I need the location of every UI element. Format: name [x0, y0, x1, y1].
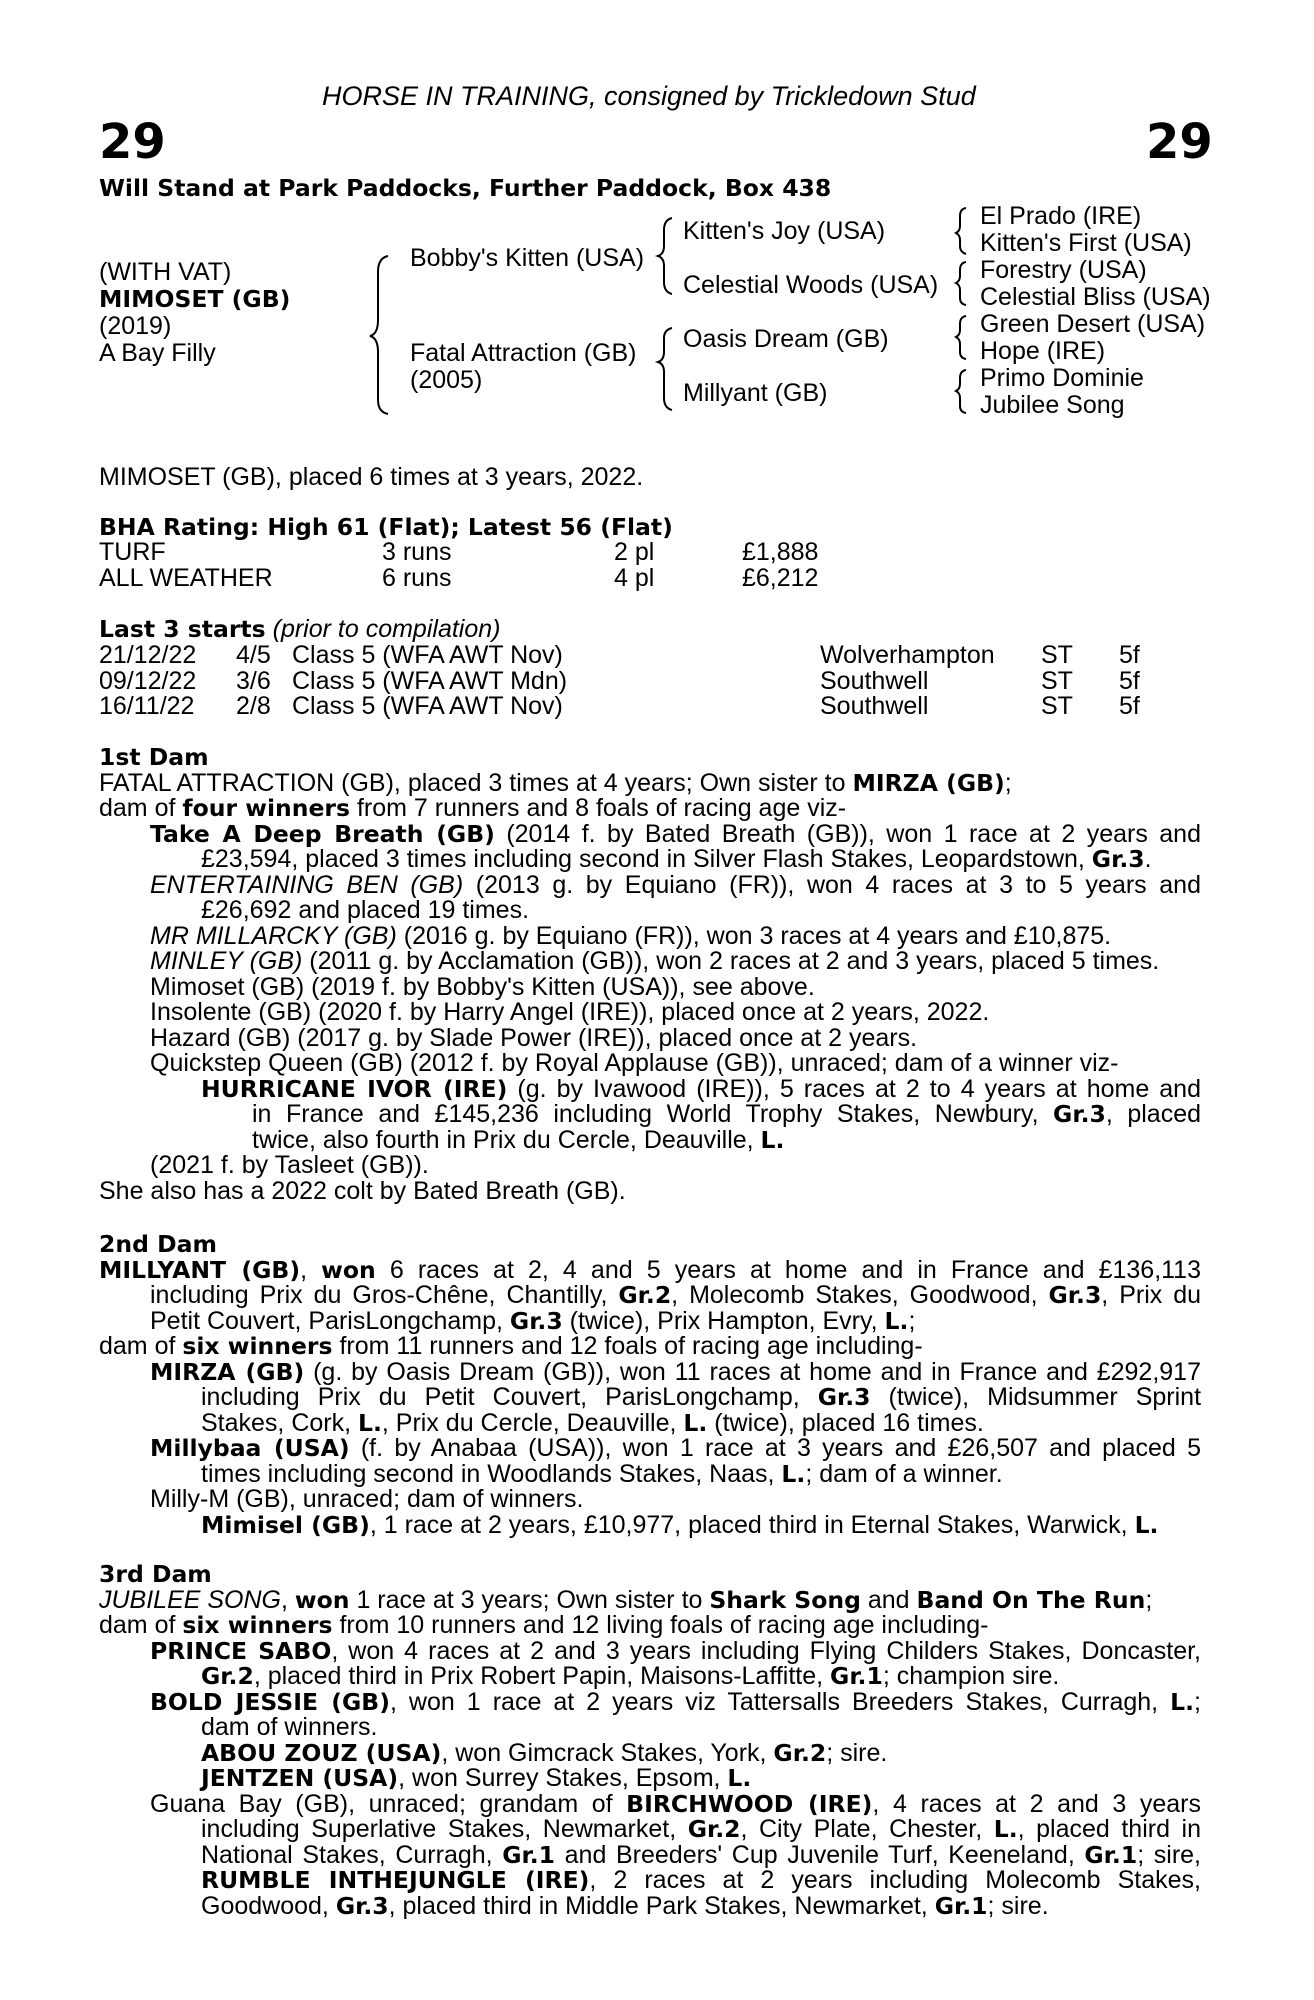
ped-dss: Green Desert (USA) — [980, 310, 1206, 338]
progeny-line: PRINCE SABO, won 4 races at 2 and 3 years including Flying Childers Stakes, Doncaster, — [150, 1638, 1201, 1664]
start-race: Class 5 (WFA AWT Nov) — [292, 641, 563, 669]
sire-sire: Kitten's Joy (USA) — [683, 217, 886, 245]
progeny-line: £23,594, placed 3 times including second in Silver Flash Stakes, Leopardstown, Gr.3. — [201, 845, 1152, 873]
start-date: 21/12/22 — [99, 641, 197, 669]
progeny-line: dam of winners. — [201, 1713, 378, 1741]
bha-rating-heading: BHA Rating: High 61 (Flat); Latest 56 (Flat) — [99, 513, 673, 541]
dam-line: dam of six winners from 11 runners and 12 foals of racing age including- — [99, 1332, 923, 1360]
rating-runs: 3 runs — [382, 538, 452, 566]
progeny-line: including Superlative Stakes, Newmarket, Gr.2, City Plate, Chester, L., placed third in — [201, 1817, 1201, 1843]
dam-line: MILLYANT (GB), won 6 races at 2, 4 and 5 years at home and in France and £136,113 — [99, 1257, 1201, 1283]
progeny-line: Milly-M (GB), unraced; dam of winners. — [150, 1485, 584, 1513]
progeny-line: Gr.2, placed third in Prix Robert Papin, Maisons-Laffitte, Gr.1; champion sire. — [201, 1662, 1060, 1690]
progeny-line: JENTZEN (USA), won Surrey Stakes, Epsom, L. — [201, 1764, 752, 1792]
progeny-line: Take A Deep Breath (GB) (2014 f. by Bated Breath (GB)), won 1 race at 2 years and — [150, 821, 1201, 847]
progeny-line: ABOU ZOUZ (USA), won Gimcrack Stakes, York, Gr.2; sire. — [201, 1738, 888, 1767]
rating-surface: TURF — [99, 538, 166, 566]
progeny-line: in France and £145,236 including World Trophy Stakes, Newbury, Gr.3, placed — [252, 1102, 1201, 1128]
progeny-line: MR MILLARCKY (GB) (2016 g. by Equiano (FR)), won 3 races at 4 years and £10,875. — [150, 921, 1112, 950]
rating-placed: 4 pl — [614, 564, 655, 592]
progeny-line: HURRICANE IVOR (IRE) (g. by Ivawood (IRE)), 5 races at 2 to 4 years at home and — [201, 1076, 1201, 1102]
start-going: ST — [1041, 641, 1073, 669]
progeny-line: BOLD JESSIE (GB), won 1 race at 2 years viz Tattersalls Breeders Stakes, Curragh, L.; — [150, 1689, 1201, 1715]
section-heading: 1st Dam — [99, 743, 209, 771]
horse-name: MIMOSET (GB) — [99, 285, 291, 313]
progeny-line: Millybaa (USA) (f. by Anabaa (USA)), won 1 race at 3 years and £26,507 and placed 5 — [150, 1436, 1201, 1462]
horse-summary: MIMOSET (GB), placed 6 times at 3 years, 2022. — [99, 463, 644, 491]
section-heading: 2nd Dam — [99, 1230, 217, 1258]
start-distance: 5f — [1119, 692, 1140, 720]
progeny-line: £26,692 and placed 19 times. — [201, 896, 530, 924]
progeny-line: MIRZA (GB) (g. by Oasis Dream (GB)), won 11 races at home and in France and £292,917 — [150, 1359, 1201, 1385]
progeny-line: including Prix du Petit Couvert, ParisLongchamp, Gr.3 (twice), Midsummer Sprint — [201, 1385, 1201, 1411]
dam-dam: Millyant (GB) — [683, 379, 828, 407]
ped-sss: El Prado (IRE) — [980, 202, 1142, 230]
rating-runs: 6 runs — [382, 564, 452, 592]
sire-dam: Celestial Woods (USA) — [683, 271, 939, 299]
progeny-line: Guana Bay (GB), unraced; grandam of BIRCHWOOD (IRE), 4 races at 2 and 3 years — [150, 1791, 1201, 1817]
page-header-title: HORSE IN TRAINING, consigned by Trickledown Stud — [322, 81, 976, 111]
dam-year: (2005) — [410, 366, 483, 394]
third-dam-section — [99, 1562, 1201, 1919]
lot-number-left: 29 — [99, 114, 166, 170]
vat-note: (WITH VAT) — [99, 258, 232, 286]
horse-description: A Bay Filly — [99, 339, 216, 367]
dam-line: dam of six winners from 10 runners and 12 living foals of racing age including- — [99, 1611, 989, 1639]
dam-line: FATAL ATTRACTION (GB), placed 3 times at 4 years; Own sister to MIRZA (GB); — [99, 768, 1012, 797]
progeny-line: Stakes, Cork, L., Prix du Cercle, Deauville, L. (twice), placed 16 times. — [201, 1408, 984, 1437]
sire-name: Bobby's Kitten (USA) — [410, 244, 645, 272]
start-course: Wolverhampton — [820, 641, 995, 669]
start-position: 4/5 — [236, 641, 271, 669]
progeny-line: (2021 f. by Tasleet (GB)). — [150, 1151, 429, 1179]
start-distance: 5f — [1119, 641, 1140, 669]
ped-sds: Forestry (USA) — [980, 256, 1147, 284]
progeny-line: ENTERTAINING BEN (GB) (2013 g. by Equiano (FR)), won 4 races at 3 to 5 years and — [150, 872, 1201, 898]
start-course: Southwell — [820, 667, 929, 695]
progeny-line: Quickstep Queen (GB) (2012 f. by Royal Applause (GB)), unraced; dam of a winner viz- — [150, 1049, 1119, 1077]
progeny-line: Hazard (GB) (2017 g. by Slade Power (IRE)), placed once at 2 years. — [150, 1023, 918, 1052]
start-distance: 5f — [1119, 667, 1140, 695]
dam-line: dam of four winners from 7 runners and 8 foals of racing age viz- — [99, 794, 847, 822]
progeny-line: twice, also fourth in Prix du Cercle, Deauville, L. — [252, 1125, 785, 1154]
progeny-line: RUMBLE INTHEJUNGLE (IRE), 2 races at 2 years including Molecomb Stakes, — [201, 1868, 1201, 1894]
rating-surface: ALL WEATHER — [99, 564, 273, 592]
start-date: 09/12/22 — [99, 667, 197, 695]
progeny-line: Goodwood, Gr.3, placed third in Middle Park Stakes, Newmarket, Gr.1; sire. — [201, 1891, 1049, 1920]
start-position: 2/8 — [236, 692, 271, 720]
ped-dsd: Hope (IRE) — [980, 337, 1106, 365]
start-going: ST — [1041, 667, 1073, 695]
progeny-line: MINLEY (GB) (2011 g. by Acclamation (GB)), won 2 races at 2 and 3 years, placed 5 times. — [150, 947, 1160, 975]
start-date: 16/11/22 — [99, 692, 195, 720]
start-race: Class 5 (WFA AWT Nov) — [292, 692, 563, 720]
progeny-line: National Stakes, Curragh, Gr.1 and Breeders' Cup Juvenile Turf, Keeneland, Gr.1; sire, — [201, 1842, 1201, 1868]
progeny-line: She also has a 2022 colt by Bated Breath (GB). — [99, 1176, 626, 1205]
dam-sire: Oasis Dream (GB) — [683, 325, 889, 353]
dam-line: including Prix du Gros-Chêne, Chantilly, Gr.2, Molecomb Stakes, Goodwood, Gr.3, Prix du — [150, 1283, 1201, 1309]
section-heading: 3rd Dam — [99, 1560, 212, 1588]
ped-ssd: Kitten's First (USA) — [980, 229, 1192, 257]
progeny-line: Insolente (GB) (2020 f. by Harry Angel (IRE)), placed once at 2 years, 2022. — [150, 998, 990, 1026]
dam-name: Fatal Attraction (GB) — [410, 339, 637, 367]
dam-line: Petit Couvert, ParisLongchamp, Gr.3 (twice), Prix Hampton, Evry, L.; — [150, 1306, 916, 1335]
start-course: Southwell — [820, 692, 929, 720]
progeny-line: Mimoset (GB) (2019 f. by Bobby's Kitten (USA)), see above. — [150, 972, 815, 1001]
rating-earnings: £6,212 — [742, 564, 819, 592]
start-race: Class 5 (WFA AWT Mdn) — [292, 667, 568, 695]
second-dam-section — [99, 1232, 1201, 1538]
rating-placed: 2 pl — [614, 538, 655, 566]
horse-year: (2019) — [99, 312, 172, 340]
progeny-line: Mimisel (GB), 1 race at 2 years, £10,977, placed third in Eternal Stakes, Warwick, L. — [201, 1510, 1159, 1539]
last-starts-heading: Last 3 starts (prior to compilation) — [99, 615, 501, 643]
ped-dds: Primo Dominie — [980, 364, 1144, 392]
start-going: ST — [1041, 692, 1073, 720]
stand-location: Will Stand at Park Paddocks, Further Paddock, Box 438 — [99, 174, 832, 202]
progeny-line: times including second in Woodlands Stakes, Naas, L.; dam of a winner. — [201, 1459, 1003, 1488]
rating-earnings: £1,888 — [742, 538, 819, 566]
ped-sdd: Celestial Bliss (USA) — [980, 283, 1211, 311]
first-dam-section — [99, 745, 1201, 1204]
dam-line: JUBILEE SONG, won 1 race at 3 years; Own sister to Shark Song and Band On The Run; — [99, 1585, 1153, 1614]
lot-number-right: 29 — [1146, 114, 1213, 170]
ped-ddd: Jubilee Song — [980, 391, 1125, 419]
start-position: 3/6 — [236, 667, 271, 695]
